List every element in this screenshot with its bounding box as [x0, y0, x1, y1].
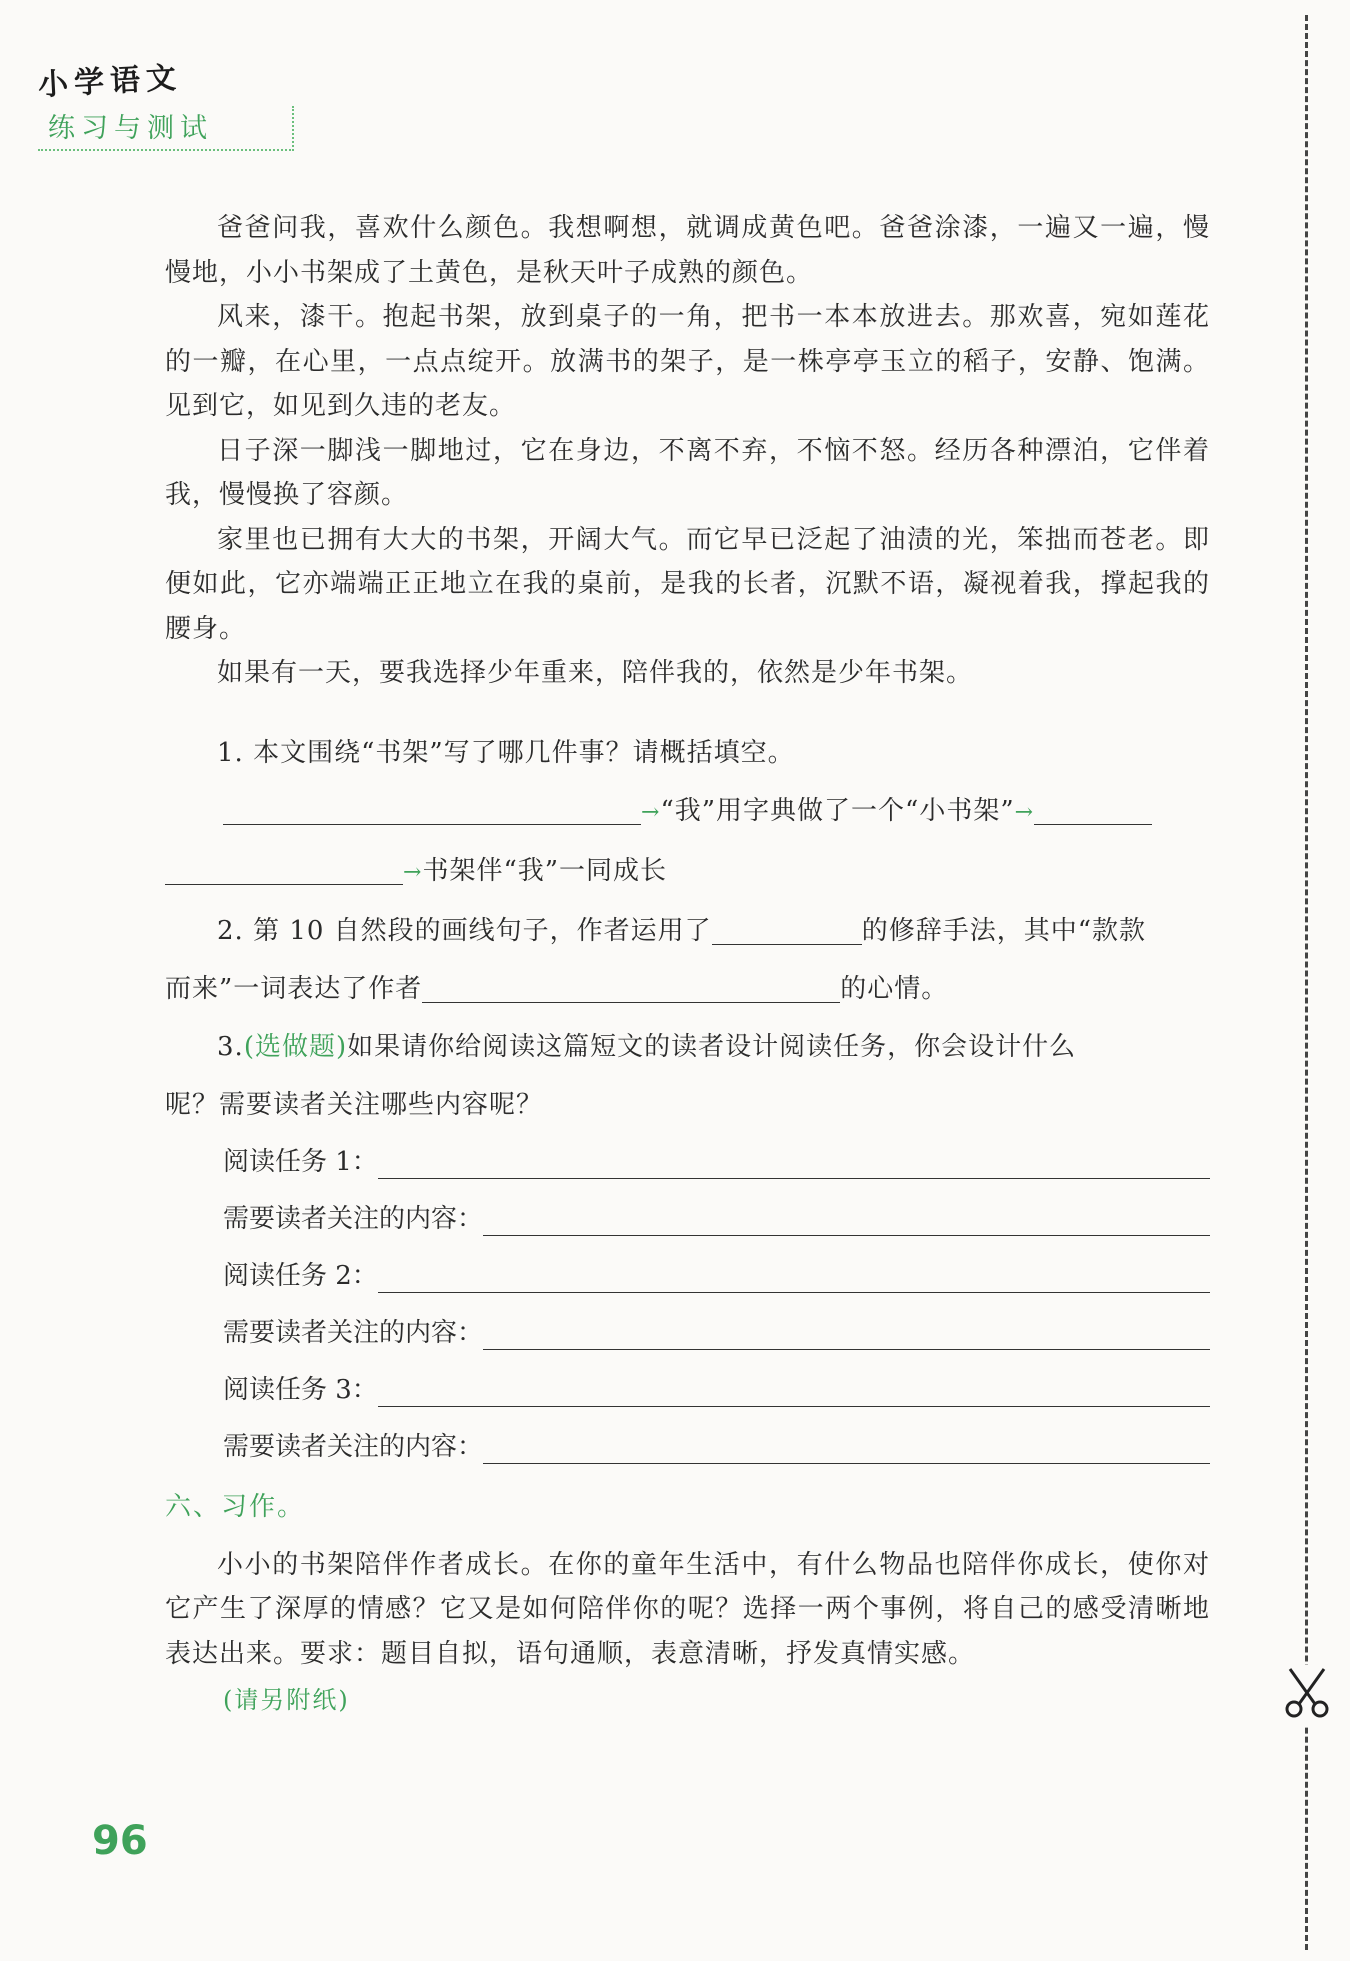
q3-answer-row — [165, 1362, 1210, 1419]
passage-paragraph-3: 日子深一脚浅一脚地过，它在身边，不离不弃，不恼不怒。经历各种漂泊，它伴着我，慢慢换了容颜。 — [165, 435, 1210, 510]
q1-blank-3[interactable] — [165, 854, 403, 885]
q1-event-2: “我”用字典做了一个“小书架” — [660, 795, 1015, 826]
question-1-chain-row-2 — [165, 842, 1210, 902]
q3-line-label: 阅读任务 2： — [223, 1260, 378, 1291]
q3-answer-field[interactable] — [483, 1427, 1210, 1464]
q2-text-1: 2. 第 10 自然段的画线句子，作者运用了 — [217, 915, 712, 946]
q3-answer-field[interactable] — [483, 1313, 1210, 1350]
passage-paragraph-1: 爸爸问我，喜欢什么颜色。我想啊想，就调成黄色吧。爸爸涂漆，一遍又一遍，慢慢地，小小书架成了土黄色，是秋天叶子成熟的颜色。 — [165, 213, 1210, 288]
q3-answer-field[interactable] — [483, 1199, 1210, 1236]
passage-paragraph-5: 如果有一天，要我选择少年重来，陪伴我的，依然是少年书架。 — [217, 658, 974, 688]
scissors-icon — [1282, 1665, 1332, 1725]
cut-line — [1305, 15, 1308, 1950]
q3-answer-row — [165, 1419, 1210, 1476]
q3-line-label: 需要读者关注的内容： — [223, 1203, 484, 1234]
book-title: 小学语文 — [37, 60, 183, 103]
question-1-prompt: 1. 本文围绕“书架”写了哪几件事？请概括填空。 — [217, 737, 795, 768]
q3-answer-row — [165, 1134, 1210, 1191]
q3-optional-tag: (选做题) — [243, 1031, 348, 1062]
q1-event-4: 书架伴“我”一同成长 — [422, 855, 668, 886]
arrow-icon: → — [641, 799, 661, 825]
question-1-chain-row-1 — [165, 782, 1210, 842]
question-3-cont: 呢？需要读者关注哪些内容呢？ — [165, 1089, 544, 1120]
q3-text-1: 如果请你给阅读这篇短文的读者设计阅读任务，你会设计什么 — [347, 1031, 1077, 1062]
q3-answer-field[interactable] — [378, 1370, 1210, 1407]
q1-blank-1[interactable] — [223, 794, 641, 825]
arrow-icon: → — [1014, 799, 1035, 825]
q2-text-4: 的心情。 — [840, 973, 949, 1004]
q2-blank-2[interactable] — [422, 972, 840, 1003]
arrow-icon: → — [403, 859, 423, 885]
passage-paragraph-4: 家里也已拥有大大的书架，开阔大气。而它早已泛起了油渍的光，笨拙而苍老。即便如此，它亦端端正正地立在我的桌前，是我的长者，沉默不语，凝视着我，撑起我的腰身。 — [165, 524, 1210, 644]
q2-blank-1[interactable] — [712, 914, 862, 945]
book-header — [38, 60, 294, 151]
page-content — [165, 206, 1210, 1715]
q3-answer-row — [165, 1191, 1210, 1248]
q3-line-label: 阅读任务 1： — [223, 1146, 378, 1177]
book-subtitle: 练习与测试 — [38, 106, 294, 151]
passage-paragraph-2: 风来，漆干。抱起书架，放到桌子的一角，把书一本本放进去。那欢喜，宛如莲花的一瓣，在心里，一点点绽开。放满书的架子，是一株亭亭玉立的稻子，安静、饱满。见到它，如见到久违的老友。 — [165, 302, 1210, 421]
q2-text-3: 而来”一词表达了作者 — [165, 973, 423, 1004]
q3-line-label: 阅读任务 3： — [223, 1374, 378, 1405]
question-2-cont — [165, 960, 1210, 1018]
q3-line-label: 需要读者关注的内容： — [223, 1431, 484, 1462]
section-6-title: 六、习作。 — [165, 1491, 306, 1522]
question-2 — [165, 902, 1210, 960]
q3-answer-row — [165, 1248, 1210, 1305]
q3-answer-row — [165, 1305, 1210, 1362]
section-6-prompt: 小小的书架陪伴作者成长。在你的童年生活中，有什么物品也陪伴你成长，使你对它产生了深厚的情感？它又是如何陪伴你的呢？选择一两个事例，将自己的感受清晰地表达出来。要求：题目自拟，语句通顺，表意清晰，抒发真情实感。 — [165, 1549, 1210, 1669]
q3-answer-field[interactable] — [378, 1256, 1210, 1293]
question-3 — [165, 1018, 1210, 1076]
q2-text-2: 的修辞手法，其中“款款 — [861, 915, 1146, 946]
q1-blank-2[interactable] — [1034, 794, 1152, 825]
page-number: 96 — [92, 1818, 148, 1864]
section-6-note: (请另附纸) — [223, 1686, 350, 1714]
q3-line-label: 需要读者关注的内容： — [223, 1317, 484, 1348]
q3-answer-field[interactable] — [378, 1142, 1210, 1179]
q3-number: 3. — [217, 1031, 244, 1062]
